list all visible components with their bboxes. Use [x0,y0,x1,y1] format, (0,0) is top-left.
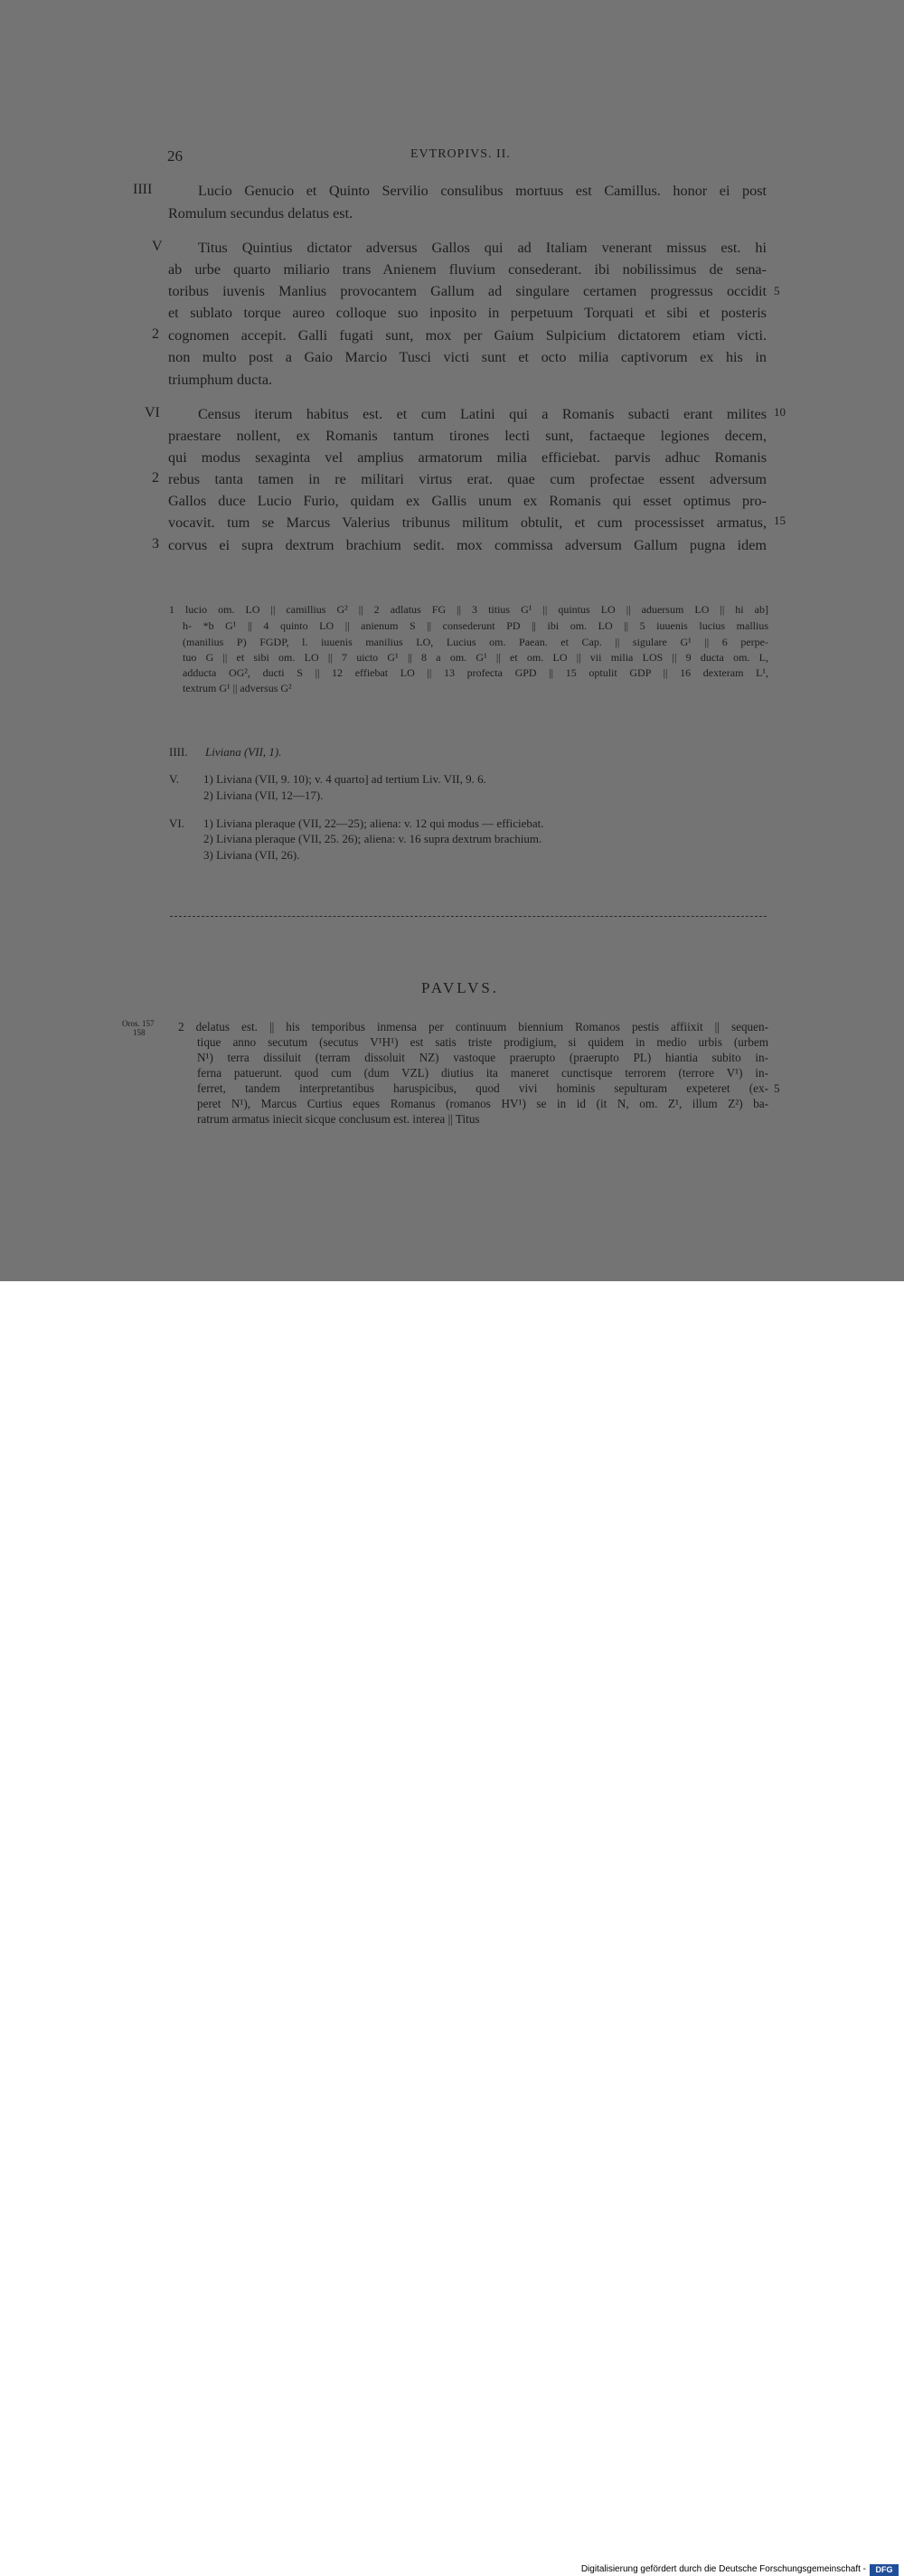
paulus-line: N¹) terra dissiluit (terram dissoluit NZ) vastoque praerupto (praerupto PL) hiantia subito in- [197,1051,768,1064]
section-number: 2 [152,470,159,486]
apparatus-line: tuo G || et sibi om. LO || 7 uicto G¹ || 8 a om. G¹ || et om. LO || vii milia LOS || 9 ducta om. L, [183,651,768,664]
text-line: triumphum ducta. [168,372,273,388]
section-heading: PAVLVS. [421,979,500,996]
chapter-number: V [152,239,163,254]
footer-bar [0,1281,904,2574]
paulus-line: tique anno secutum (secutus V¹H¹) est satis triste prodigium, si quidem in medio urbis (urbem [197,1035,768,1049]
dfg-logo[interactable]: DFG [870,2564,899,2576]
text-line: Romulum secundus delatus est. [168,205,353,222]
paulus-line: peret N¹), Marcus Curtius eques Romanus (romanos HV¹) se in id (it N, om. Z¹, illum Z²) ba- [197,1097,768,1110]
text-line: Titus Quintius dictator adversus Gallos qui ad Italiam venerant missus est. hi [198,240,767,256]
chapter-number: IIII [133,182,153,197]
line-number: 5 [774,284,780,297]
text-line: corvus ei supra dextrum brachium sedit. mox commissa adversum Gallum pugna idem [168,537,767,553]
chapter-number: VI [145,405,160,420]
source-line: 2) Liviana pleraque (VII, 25. 26); aliena: v. 16 supra dextrum brachium. [203,832,542,845]
source-label: V. [169,772,179,786]
apparatus-line: h- *b G¹ || 4 quinto LO || anienum S || consederunt PD || ibi om. LO || 5 iuuenis lucius mallius [183,619,768,632]
margin-reference [122,1019,155,1037]
apparatus-line: 1 lucio om. LO || camillius G² || 2 adlatus FG || 3 titius G¹ || quintus LO || aduersum LO || hi ab] [169,603,768,616]
text-line: ab urbe quarto miliario trans Anienem fluvium consederant. ibi nobilissimus de sena- [168,261,767,278]
source-line: 3) Liviana (VII, 26). [203,848,300,862]
footer-credit: Digitalisierung gefördert durch die Deutsche Forschungsgemeinschaft - [580,2564,866,2574]
source-line: 1) Liviana pleraque (VII, 22—25); aliena: v. 12 qui modus — efficiebat. [203,816,544,830]
line-number: 15 [774,514,786,527]
source-line: 2) Liviana (VII, 12—17). [203,788,324,802]
text-line: cognomen accepit. Galli fugati sunt, mox per Gaium Sulpicium dictatorem etiam victi. [168,327,767,344]
text-line: rebus tanta tamen in re militari virtus erat. quae cum profectae essent adversum [168,471,767,487]
source-label: IIII. [169,745,188,759]
paulus-line: 2 delatus est. || his temporibus inmensa per continuum biennium Romanos pestis affiixit || sequen- [178,1020,768,1033]
margin-reference-line: 158 [133,1028,146,1037]
page-number: 26 [167,147,183,165]
text-line: Gallos duce Lucio Furio, quidam ex Gallis unum ex Romanis qui esset optimus pro- [168,493,767,509]
source-label: VI. [169,816,184,830]
margin-reference-line: Oros. 157 [122,1019,155,1028]
paulus-line: ferret, tandem interpretantibus haruspicibus, quod vivi hominis sepulturam expeteret (ex- [197,1081,768,1095]
apparatus-line: textrum G¹ || adversus G² [183,682,292,694]
text-line: Lucio Genucio et Quinto Servilio consulibus mortuus est Camillus. honor ei post [198,183,767,199]
text-line: praestare nollent, ex Romanis tantum tirones lecti sunt, factaeque legiones decem, [168,428,767,444]
apparatus-line: (manilius P) FGDP, l. iuuenis manilius LO, Lucius om. Paean. et Cap. || sigulare G¹ || 6 perpe- [183,636,768,648]
separator-rule [170,916,767,917]
apparatus-line: adducta OG², ducti S || 12 effiebat LO || 13 profecta GPD || 15 optulit GDP || 16 dexteram L¹, [183,666,768,679]
line-number: 5 [774,1081,780,1095]
line-number: 10 [774,405,786,419]
text-line: non multo post a Gaio Marcio Tusci victi sunt et octo milia captivorum ex his in [168,349,767,365]
source-line: Liviana (VII, 1). [205,745,282,759]
paulus-line: ratrum armatus iniecit sicque conclusum est. interea || Titus [197,1112,480,1126]
text-line: toribus iuvenis Manlius provocantem Gallum ad singulare certamen progressus occidit [168,283,767,299]
scanned-page [0,0,904,1281]
source-line: 1) Liviana (VII, 9. 10); v. 4 quarto] ad tertium Liv. VII, 9. 6. [203,772,486,786]
paulus-line: ferna patuerunt. quod cum (dum VZL) diutius ita maneret cunctisque terrorem (terrore V¹) in- [197,1066,768,1080]
text-line: vocavit. tum se Marcus Valerius tribunus militum obtulit, et cum processisset armatus, [168,514,767,531]
section-number: 3 [152,536,159,552]
text-line: Census iterum habitus est. et cum Latini qui a Romanis subacti erant milites [198,406,767,422]
running-head: EVTROPIVS. II. [410,147,511,161]
text-line: et sublato torque aureo colloque suo inposito in perpetuum Torquati et sibi et posteris [168,305,767,321]
text-line: qui modus sexaginta vel amplius armatorum milia efficiebat. parvis adhuc Romanis [168,449,767,466]
section-number: 2 [152,326,159,342]
